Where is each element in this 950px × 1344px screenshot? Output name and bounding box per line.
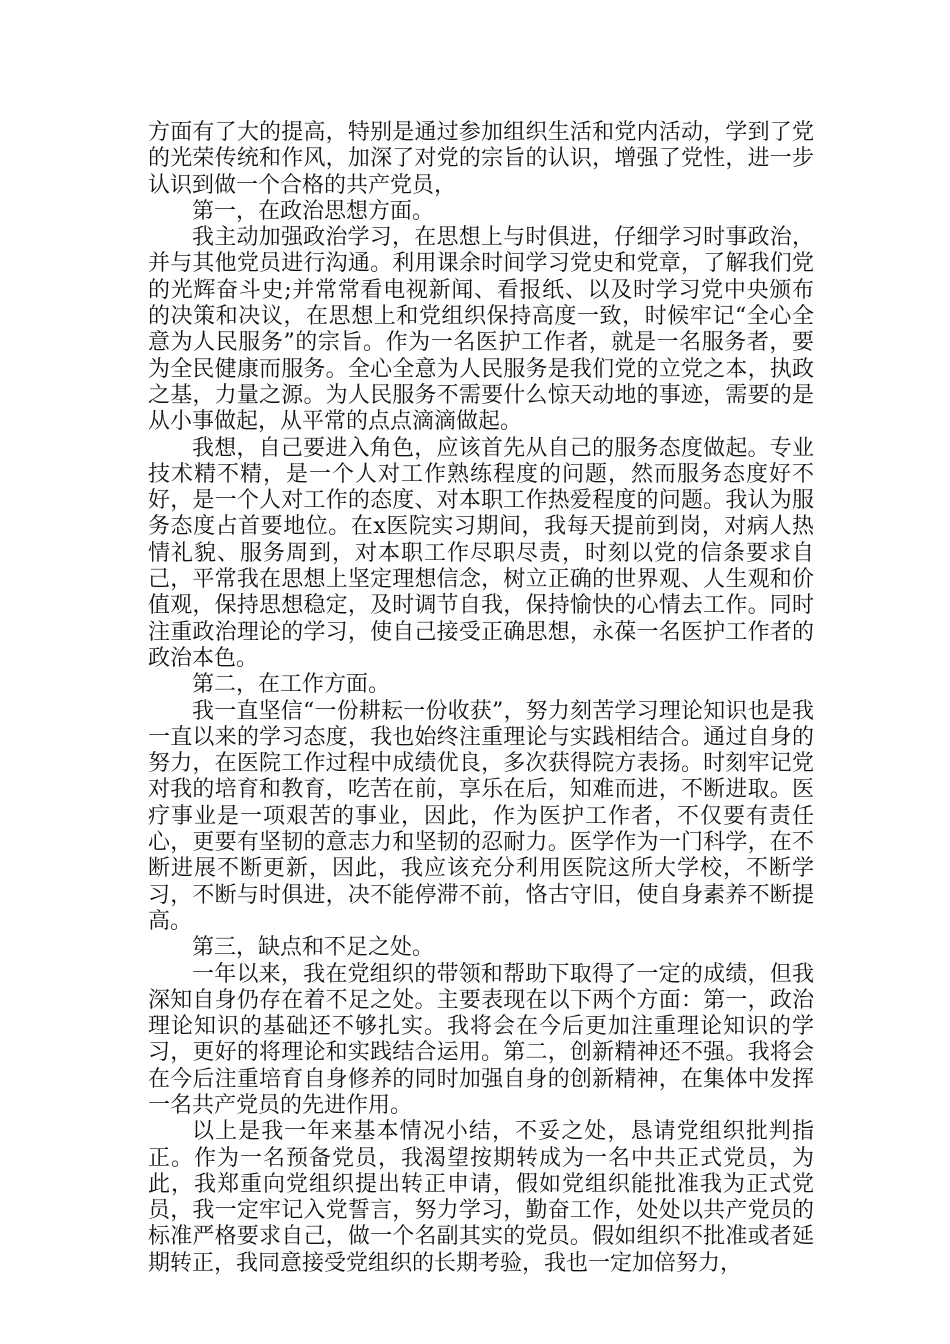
- paragraph-service-attitude: 我想，自己要进入角色，应该首先从自己的服务态度做起。专业技术精不精，是一个人对工作熟练程度的问题，然而服务态度好不好，是一个人对工作的态度、对本职工作热爱程度的问题。我认为服务态度占首要地位。在x医院实习期间，我每天提前到岗，对病人热情礼貌、服务周到，对本职工作尽职尽责，时刻以党的信条要求自己，平常我在思想上坚定理想信念，树立正确的世界观、人生观和价值观，保持思想稳定，及时调节自我，保持愉快的心情去工作。同时注重政治理论的学习，使自己接受正确思想，永葆一名医护工作者的政治本色。: [148, 435, 814, 671]
- heading-work: 第二，在工作方面。: [192, 672, 391, 698]
- heading-shortcomings: 第三，缺点和不足之处。: [192, 935, 435, 961]
- document-page: [148, 120, 814, 1277]
- paragraph-conclusion: 以上是我一年来基本情况小结，不妥之处，恳请党组织批判指正。作为一名预备党员，我渴望按期转成为一名中共正式党员，为此，我郑重向党组织提出转正申请，假如党组织能批准我为正式党员，我一定牢记入党誓言，努力学习，勤奋工作，处处以共产党员的标准严格要求自己，做一个名副其实的党员。假如组织不批准或者延期转正，我同意接受党组织的长期考验，我也一定加倍努力，: [148, 1119, 814, 1276]
- paragraph-work: 我一直坚信“一份耕耘一份收获”，努力刻苦学习理论知识也是我一直以来的学习态度，我也始终注重理论与实践相结合。通过自身的努力，在医院工作过程中成绩优良，多次获得院方表扬。时刻牢记党对我的培育和教育，吃苦在前，享乐在后，知难而进，不断进取。医疗事业是一项艰苦的事业，因此，作为医护工作者，不仅要有责任心，更要有坚韧的意志力和坚韧的忍耐力。医学作为一门科学，在不断进展不断更新，因此，我应该充分利用医院这所大学校，不断学习，不断与时俱进，决不能停滞不前，恪古守旧，使自身素养不断提高。: [148, 698, 814, 934]
- heading-political-thought: 第一，在政治思想方面。: [192, 198, 435, 224]
- paragraph-intro: 方面有了大的提高，特别是通过参加组织生活和党内活动，学到了党的光荣传统和作风，加深了对党的宗旨的认识，增强了党性，进一步认识到做一个合格的共产党员，: [148, 120, 814, 198]
- paragraph-political-study: 我主动加强政治学习，在思想上与时俱进，仔细学习时事政治，并与其他党员进行沟通。利用课余时间学习党史和党章，了解我们党的光辉奋斗史;并常常看电视新闻、看报纸、以及时学习党中央颁布的决策和决议，在思想上和党组织保持高度一致，时候牢记“全心全意为人民服务”的宗旨。作为一名医护工作者，就是一名服务者，要为全民健康而服务。全心全意为人民服务是我们党的立党之本，执政之基，力量之源。为人民服务不需要什么惊天动地的事迹，需要的是从小事做起，从平常的点点滴滴做起。: [148, 225, 814, 435]
- paragraph-shortcomings: 一年以来，我在党组织的带领和帮助下取得了一定的成绩，但我深知自身仍存在着不足之处。主要表现在以下两个方面：第一，政治理论知识的基础还不够扎实。我将会在今后更加注重理论知识的学习，更好的将理论和实践结合运用。第二，创新精神还不强。我将会在今后注重培育自身修养的同时加强自身的创新精神，在集体中发挥一名共产党员的先进作用。: [148, 961, 814, 1118]
